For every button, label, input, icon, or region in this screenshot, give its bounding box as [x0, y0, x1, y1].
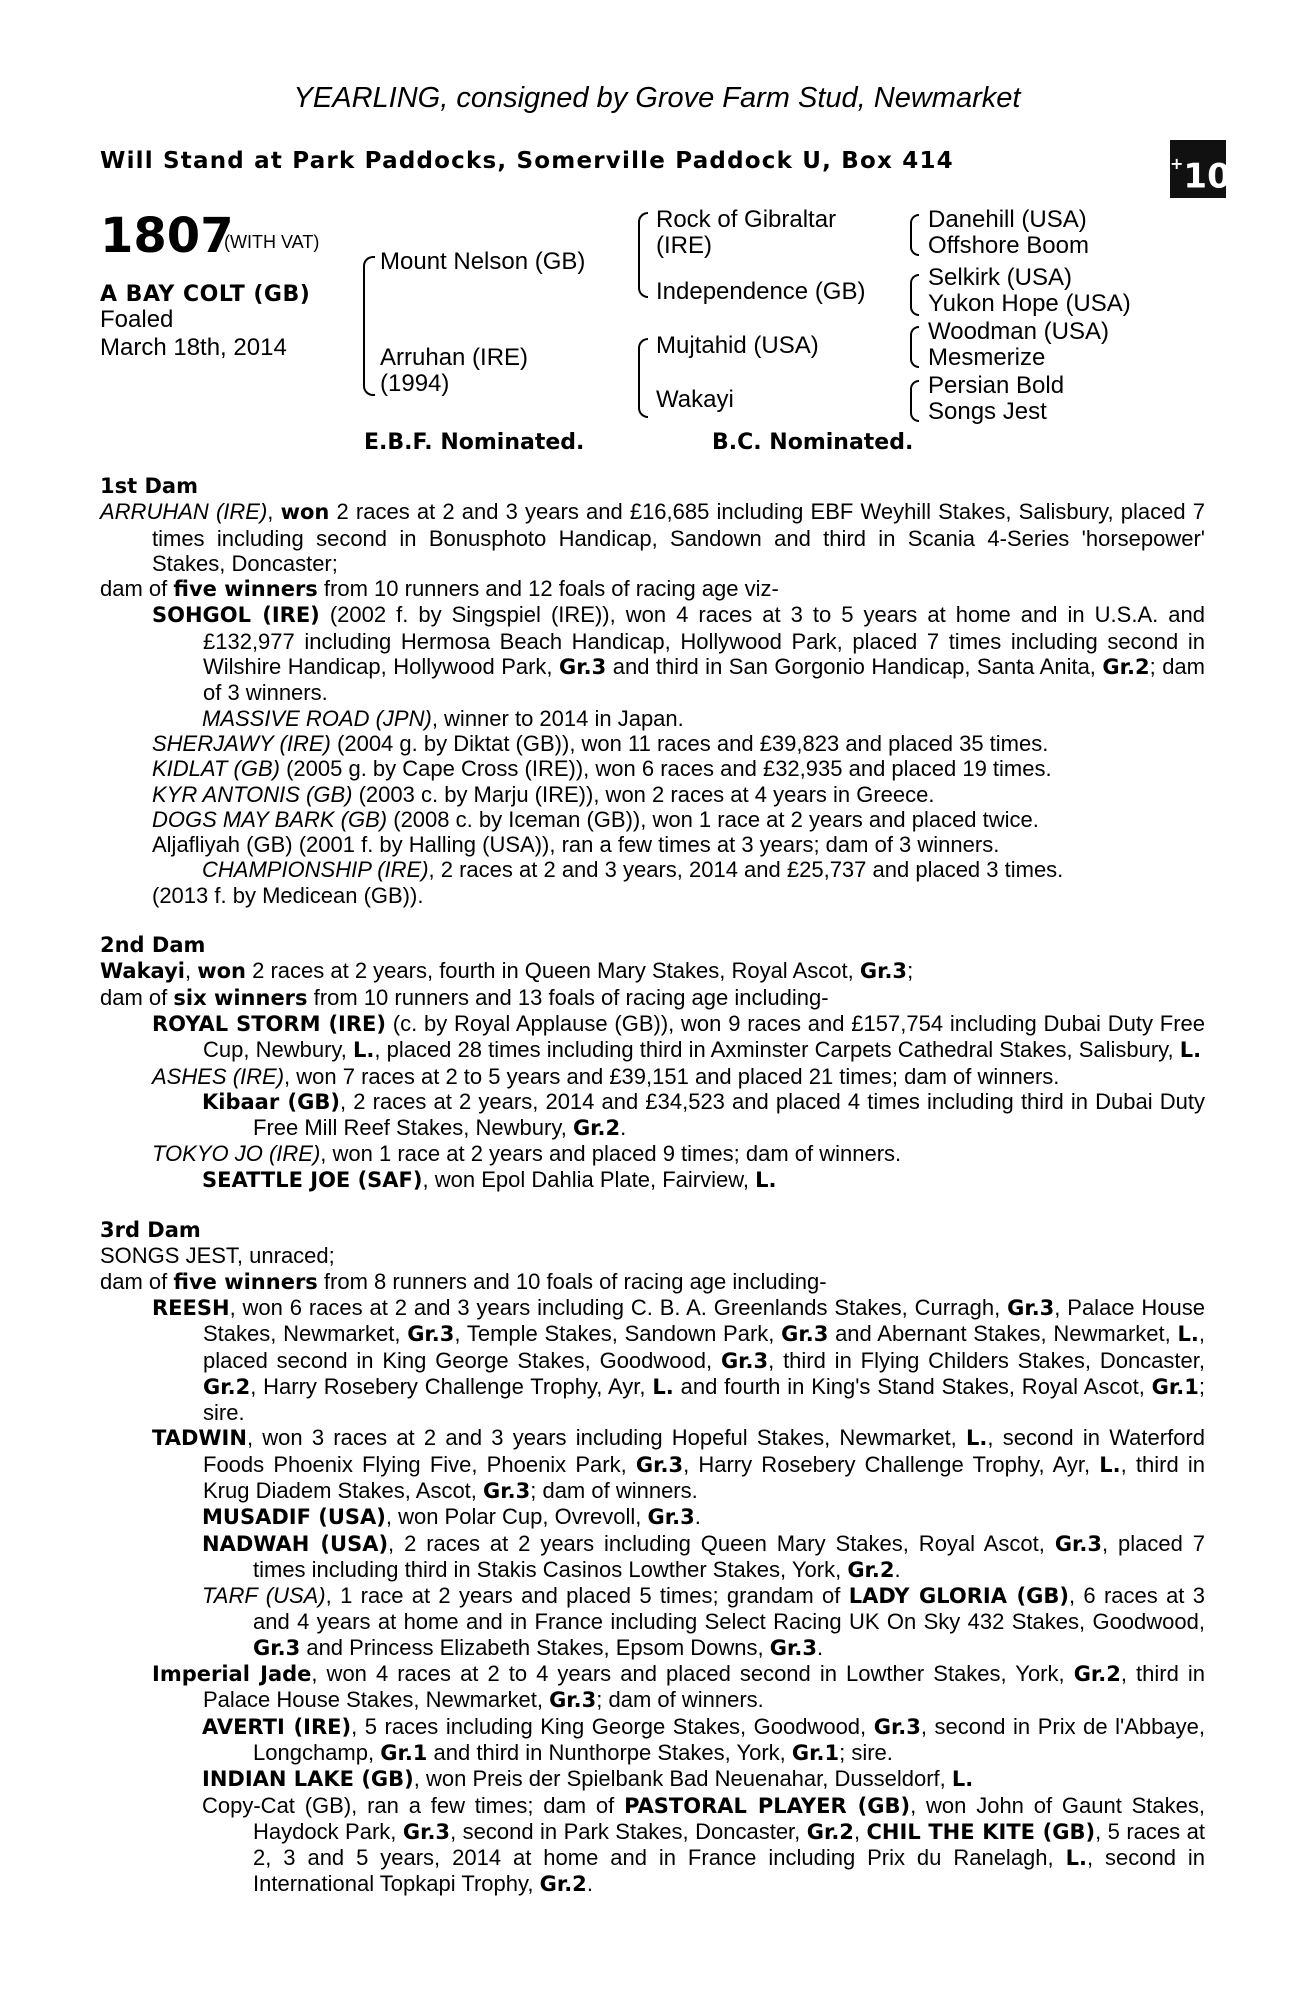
record-text: (2002 f. by Singspiel (IRE)), won 4 races at 3 to 5 years at home and in U.S.A. and £132,977 including Hermosa Beach Handicap, Hollywood Park, placed 7 times including second in Wilshire Handicap, Hollywood Park, — [203, 602, 1205, 680]
produce-kidlat — [100, 756, 1205, 781]
first-dam-name: ARRUHAN (IRE) — [100, 499, 268, 525]
grade-label: Gr.3 — [873, 1714, 921, 1739]
foaled-date: March 18th, 2014 — [100, 334, 287, 361]
horse-name: KYR ANTONIS (GB) — [152, 781, 353, 807]
pedigree-bracket — [910, 274, 919, 316]
dam-of-text: dam of — [100, 576, 168, 602]
record-text: SONGS JEST, unraced; — [100, 1243, 335, 1269]
horse-name: SEATTLE JOE (SAF) — [202, 1167, 423, 1192]
produce-copy-cat: Copy-Cat (GB), ran a few times; dam of PASTORAL PLAYER (GB), won John of Gaunt Stakes, Haydock Park, Gr.3, second in Park Stakes, Doncaster, Gr.2, CHIL THE KITE (GB), 5 races at 2, 3 and 5 years, 2014 at home and in France including Prix du Ranelagh, L., second in International Topkapi Trophy, Gr.2. — [202, 1792, 1206, 1897]
pedigree-bracket — [363, 256, 375, 396]
pedigree-bracket — [638, 212, 648, 298]
foaled-label: Foaled — [100, 306, 174, 333]
lot-vat: (WITH VAT) — [224, 232, 320, 252]
grade-label: L. — [652, 1374, 674, 1399]
grade-label: Gr.3 — [1054, 1531, 1103, 1556]
grade-label: Gr.3 — [253, 1635, 301, 1660]
pedigree-bracket — [638, 338, 648, 418]
horse-name: CHAMPIONSHIP (IRE) — [202, 857, 429, 883]
first-dam-record: ARRUHAN (IRE), won 2 races at 2 and 3 years and £16,685 including EBF Weyhill Stakes, Salisbury, placed 7 times including second in Bonusphoto Handicap, Sandown and third in Scania 4-Series 'horsepower' Stakes, Doncaster; — [100, 499, 1205, 576]
dam-history — [100, 474, 1205, 1898]
lot-badge — [1170, 140, 1231, 198]
first-dam-produce-summary — [100, 576, 1205, 602]
horse-name: LADY GLORIA (GB) — [848, 1584, 1069, 1609]
horse-name: Imperial Jade — [152, 1662, 312, 1687]
grade-label: L. — [951, 1767, 974, 1792]
horse-name: MASSIVE ROAD (JPN) — [202, 705, 432, 731]
record-text: (2013 f. by Medicean (GB)). — [152, 882, 424, 908]
grade-label: L. — [1179, 1038, 1202, 1063]
punctuation: ; — [907, 958, 914, 984]
record-text: , winner to 2014 in Japan. — [431, 705, 684, 731]
punctuation: . — [620, 1115, 627, 1141]
lot-title: A BAY COLT (GB) — [100, 282, 311, 307]
record-text: (2003 c. by Marju (IRE)), won 2 races at 4 years in Greece. — [358, 781, 935, 807]
produce-tokyo-jo — [100, 1141, 1205, 1166]
horse-name: INDIAN LAKE (GB) — [202, 1767, 414, 1792]
horse-name: ASHES (IRE) — [152, 1063, 285, 1089]
dam-year: (1994) — [380, 370, 450, 397]
horse-name: NADWAH (USA) — [202, 1531, 389, 1556]
produce-championship — [100, 857, 1205, 882]
produce-royal-storm — [100, 1011, 1205, 1064]
record-text: , placed 28 times including third in Axminster Carpets Cathedral Stakes, Salisbury, — [374, 1037, 1174, 1063]
grade-label: L. — [1177, 1322, 1199, 1347]
grandsire-1: Danehill (USA) — [928, 206, 1087, 233]
horse-name: PASTORAL PLAYER (GB) — [624, 1793, 911, 1818]
grade-label: L. — [1065, 1846, 1087, 1871]
produce-seattle-joe — [100, 1167, 1205, 1193]
horse-name: TARF (USA) — [202, 1583, 326, 1609]
grade-label: L. — [353, 1038, 375, 1063]
sire-sire-line1: Rock of Gibraltar — [656, 206, 837, 233]
pedigree-bracket — [910, 214, 919, 256]
grandsire-3: Selkirk (USA) — [928, 264, 1073, 291]
horse-name: REESH — [152, 1295, 230, 1320]
grade-label: Gr.3 — [647, 1505, 695, 1530]
second-dam-heading: 2nd Dam — [100, 933, 206, 958]
lot-number: 1807 — [100, 208, 234, 264]
record-text: , won 1 race at 2 years and placed 9 times; dam of winners. — [320, 1141, 902, 1167]
runners-text: from 10 runners and 12 foals of racing age viz- — [323, 576, 779, 602]
record-text: 2 races at 2 years, fourth in Queen Mary Stakes, Royal Ascot, — [252, 958, 854, 984]
grade-label: Gr.3 — [720, 1348, 769, 1373]
grade-label: Gr.2 — [1073, 1662, 1121, 1687]
grandsire-4: Yukon Hope (USA) — [928, 290, 1131, 317]
record-text: , 2 races at 2 and 3 years, 2014 and £25,737 and placed 3 times. — [428, 857, 1064, 883]
grade-label: Gr.3 — [483, 1478, 531, 1503]
produce-sherjawy — [100, 731, 1205, 756]
produce-sohgol — [100, 602, 1205, 705]
record-text: (2004 g. by Diktat (GB)), won 11 races and £39,823 and placed 35 times. — [337, 730, 1049, 756]
grade-label: L. — [755, 1167, 777, 1192]
grandsire-7: Persian Bold — [928, 372, 1065, 399]
third-dam-record — [100, 1243, 1205, 1268]
dam-sire: Mujtahid (USA) — [656, 332, 819, 359]
third-dam-produce-summary — [100, 1269, 1205, 1295]
grade-label: L. — [1099, 1452, 1121, 1477]
second-dam-record: Wakayi, won 2 races at 2 years, fourth in Queen Mary Stakes, Royal Ascot, Gr.3; — [100, 958, 914, 984]
record-text: Aljafliyah (GB) (2001 f. by Halling (USA)), ran a few times at 3 years; dam of 3 winners. — [152, 832, 1000, 858]
horse-name: TADWIN — [152, 1426, 247, 1451]
produce-massive-road — [100, 706, 1205, 731]
grandsire-2: Offshore Boom — [928, 232, 1089, 259]
grade-label: Gr.2 — [1102, 655, 1150, 680]
runners-text: from 8 runners and 10 foals of racing age including- — [323, 1268, 827, 1294]
foaled-info — [100, 306, 287, 362]
record-text: , won 7 races at 2 to 5 years and £39,151 and placed 21 times; dam of winners. — [284, 1063, 1060, 1089]
horse-name: TOKYO JO (IRE) — [152, 1141, 321, 1167]
winners-count: five winners — [173, 1269, 318, 1294]
produce-tarf: TARF (USA), 1 race at 2 years and placed 5 times; grandam of LADY GLORIA (GB), 6 races at 3 and 4 years at home and in France including Select Racing UK On Sky 432 Stakes, Goodwood, Gr.3 and Princess Elizabeth Stakes, Epsom Downs, Gr.3. — [202, 1583, 1205, 1660]
dam-dam: Wakayi — [656, 386, 734, 413]
produce-dogs-may-bark — [100, 807, 1205, 832]
record-text: and third in San Gorgonio Handicap, Santa Anita, — [612, 654, 1096, 680]
won-label: won — [197, 959, 246, 984]
consignor-line: YEARLING, consigned by Grove Farm Stud, Newmarket — [293, 82, 1021, 114]
pedigree-bracket — [910, 380, 919, 422]
grandsire-5: Woodman (USA) — [928, 318, 1109, 345]
produce-musadif: MUSADIF (USA), won Polar Cup, Ovrevoll, Gr.3. — [202, 1504, 701, 1530]
won-label: won — [280, 500, 330, 525]
grade-label: L. — [966, 1426, 988, 1451]
grade-label: Gr.2 — [572, 1116, 621, 1141]
grade-label: Gr.2 — [539, 1872, 587, 1897]
grade-label: Gr.3 — [549, 1688, 597, 1713]
grandsire-8: Songs Jest — [928, 398, 1047, 425]
grade-label: Gr.2 — [806, 1819, 854, 1844]
record-text: , 2 races at 2 years, 2014 and £34,523 and placed 4 times including third in Dubai Duty Free Mill Reef Stakes, Newbury, — [253, 1088, 1205, 1141]
horse-name: KIDLAT (GB) — [152, 756, 280, 782]
bc-nominated: B.C. Nominated. — [712, 430, 914, 455]
pedigree-bracket — [910, 326, 919, 368]
sire-sire-line2: (IRE) — [656, 232, 712, 259]
first-dam-heading: 1st Dam — [100, 474, 198, 498]
ebf-nominated: E.B.F. Nominated. — [364, 430, 585, 455]
grade-label: Gr.1 — [1151, 1374, 1199, 1399]
sire-dam: Independence (GB) — [656, 278, 866, 305]
dam: Arruhan (IRE) — [380, 344, 529, 371]
sire: Mount Nelson (GB) — [380, 248, 586, 275]
grade-label: Gr.2 — [847, 1557, 895, 1582]
winners-count: six winners — [173, 985, 308, 1010]
record-text: , won Epol Dahlia Plate, Fairview, — [422, 1166, 749, 1192]
produce-ashes — [100, 1064, 1205, 1089]
horse-name: CHIL THE KITE (GB) — [866, 1819, 1096, 1844]
record-text: (c. by Royal Applause (GB)), won 9 races and £157,754 including Dubai Duty Free Cup, Newbury, — [203, 1010, 1205, 1063]
grade-label: Gr.3 — [635, 1452, 684, 1477]
dam-of-text: dam of — [100, 1268, 168, 1294]
horse-name: SHERJAWY (IRE) — [152, 730, 331, 756]
produce-aljafliyah — [100, 832, 1205, 857]
second-dam-name: Wakayi — [100, 959, 185, 984]
horse-name: DOGS MAY BARK (GB) — [152, 806, 388, 832]
badge-number: 10 — [1183, 156, 1231, 197]
grade-label: Gr.3 — [859, 959, 908, 984]
produce-kibaar — [100, 1089, 1205, 1142]
third-dam-heading: 3rd Dam — [100, 1218, 201, 1243]
grade-label: Gr.3 — [781, 1322, 829, 1347]
record-text: (2005 g. by Cape Cross (IRE)), won 6 races and £32,935 and placed 19 times. — [286, 756, 1052, 782]
record-text: 2 races at 2 and 3 years and £16,685 including EBF Weyhill Stakes, Salisbury, placed 7 times including second in Bonusphoto Handicap, Sandown and third in Scania 4-Series 'horsepower' Stakes, Doncaster; — [152, 499, 1205, 576]
horse-name: MUSADIF (USA) — [202, 1505, 386, 1530]
stand-location: Will Stand at Park Paddocks, Somerville Paddock U, Box 414 — [100, 148, 954, 174]
grade-label: Gr.2 — [203, 1374, 251, 1399]
record-text: ; dam of 3 winners. — [203, 654, 1205, 706]
grade-label: Gr.3 — [402, 1819, 451, 1844]
produce-averti: AVERTI (IRE), 5 races including King George Stakes, Goodwood, Gr.3, second in Prix de l'Abbaye, Longchamp, Gr.1 and third in Nunthorpe Stakes, York, Gr.1; sire. — [202, 1713, 1205, 1765]
grade-label: Gr.3 — [559, 655, 607, 680]
produce-tadwin: TADWIN, won 3 races at 2 and 3 years including Hopeful Stakes, Newmarket, L., second in Waterford Foods Phoenix Flying Five, Phoenix Park, Gr.3, Harry Rosebery Challenge Trophy, Ayr, L., third in Krug Diadem Stakes, Ascot, Gr.3; dam of winners. — [152, 1425, 1205, 1503]
grade-label: Gr.1 — [380, 1740, 428, 1765]
produce-reesh: REESH, won 6 races at 2 and 3 years including C. B. A. Greenlands Stakes, Curragh, Gr.3, Palace House Stakes, Newmarket, Gr.3, Temple Stakes, Sandown Park, Gr.3 and Abernant Stakes, Newmarket, L., placed second in King George Stakes, Goodwood, Gr.3, third in Flying Childers Stakes, Doncaster, Gr.2, Harry Rosebery Challenge Trophy, Ayr, L. and fourth in King's Stand Stakes, Royal Ascot, Gr.1; sire. — [152, 1294, 1205, 1426]
winners-count: five winners — [173, 577, 318, 602]
grade-label: Gr.3 — [407, 1322, 455, 1347]
record-text: (2008 c. by Iceman (GB)), won 1 race at 2 years and placed twice. — [393, 806, 1039, 832]
grade-label: Gr.1 — [791, 1740, 840, 1765]
produce-indian-lake: INDIAN LAKE (GB), won Preis der Spielbank Bad Neuenahar, Dusseldorf, L. — [202, 1766, 974, 1792]
dam-of-text: dam of — [100, 984, 168, 1010]
runners-text: from 10 runners and 13 foals of racing age including- — [313, 984, 829, 1010]
produce-nadwah: NADWAH (USA), 2 races at 2 years including Queen Mary Stakes, Royal Ascot, Gr.3, placed 7 times including third in Stakis Casinos Lowther Stakes, York, Gr.2. — [202, 1530, 1206, 1582]
produce-2013-filly — [100, 883, 1205, 908]
horse-name: SOHGOL (IRE) — [152, 603, 320, 628]
horse-name: AVERTI (IRE) — [202, 1714, 352, 1739]
grandsire-6: Mesmerize — [928, 344, 1046, 371]
badge-plus: + — [1170, 154, 1184, 173]
horse-name: Kibaar (GB) — [202, 1089, 340, 1114]
horse-name: ROYAL STORM (IRE) — [152, 1011, 386, 1036]
produce-kyr-antonis — [100, 782, 1205, 807]
produce-imperial-jade: Imperial Jade, won 4 races at 2 to 4 years and placed second in Lowther Stakes, York, Gr.2, third in Palace House Stakes, Newmarket, Gr.3; dam of winners. — [152, 1661, 1206, 1713]
grade-label: Gr.3 — [769, 1635, 817, 1660]
second-dam-produce-summary — [100, 985, 1205, 1011]
grade-label: Gr.3 — [1007, 1295, 1055, 1320]
